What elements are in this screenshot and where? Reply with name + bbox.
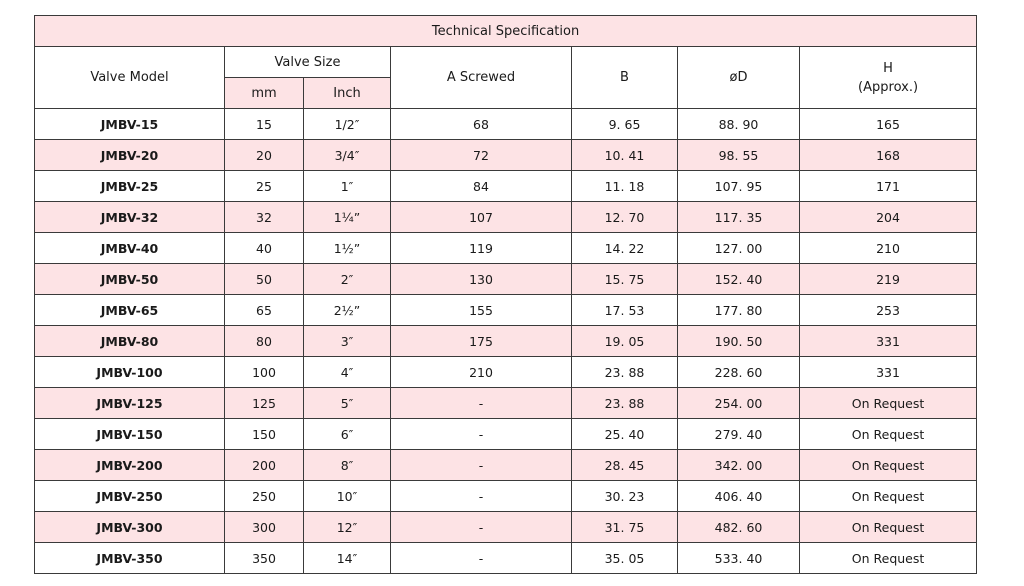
cell-size-inch: 10″	[304, 481, 391, 512]
table-body	[35, 109, 977, 574]
cell-h: On Request	[800, 450, 977, 481]
cell-valve-model: JMBV-80	[35, 326, 225, 357]
cell-size-inch: 1½”	[304, 233, 391, 264]
cell-od: 254. 00	[678, 388, 800, 419]
cell-size-mm: 40	[225, 233, 304, 264]
cell-a-screwed: 84	[391, 171, 572, 202]
cell-od: 127. 00	[678, 233, 800, 264]
cell-od: 279. 40	[678, 419, 800, 450]
header-row-1	[35, 47, 977, 78]
table-row	[35, 419, 977, 450]
table-row	[35, 450, 977, 481]
cell-b: 28. 45	[572, 450, 678, 481]
cell-size-mm: 25	[225, 171, 304, 202]
cell-od: 406. 40	[678, 481, 800, 512]
table-title: Technical Specification	[35, 16, 977, 47]
cell-h: 165	[800, 109, 977, 140]
cell-valve-model: JMBV-200	[35, 450, 225, 481]
cell-a-screwed: 155	[391, 295, 572, 326]
table-row	[35, 357, 977, 388]
header-inch: Inch	[304, 78, 391, 109]
cell-size-mm: 250	[225, 481, 304, 512]
cell-h: On Request	[800, 543, 977, 574]
cell-h: 168	[800, 140, 977, 171]
cell-valve-model: JMBV-50	[35, 264, 225, 295]
cell-b: 30. 23	[572, 481, 678, 512]
cell-valve-model: JMBV-150	[35, 419, 225, 450]
cell-size-inch: 12″	[304, 512, 391, 543]
cell-h: 204	[800, 202, 977, 233]
table-row	[35, 202, 977, 233]
cell-valve-model: JMBV-125	[35, 388, 225, 419]
cell-b: 9. 65	[572, 109, 678, 140]
cell-a-screwed: -	[391, 419, 572, 450]
cell-od: 107. 95	[678, 171, 800, 202]
cell-b: 17. 53	[572, 295, 678, 326]
table-row	[35, 264, 977, 295]
cell-od: 533. 40	[678, 543, 800, 574]
cell-a-screwed: 72	[391, 140, 572, 171]
cell-valve-model: JMBV-15	[35, 109, 225, 140]
cell-size-mm: 20	[225, 140, 304, 171]
cell-size-mm: 300	[225, 512, 304, 543]
table-row	[35, 171, 977, 202]
cell-size-mm: 50	[225, 264, 304, 295]
cell-a-screwed: 107	[391, 202, 572, 233]
cell-od: 190. 50	[678, 326, 800, 357]
cell-size-inch: 3″	[304, 326, 391, 357]
cell-valve-model: JMBV-100	[35, 357, 225, 388]
cell-b: 35. 05	[572, 543, 678, 574]
cell-size-inch: 14″	[304, 543, 391, 574]
technical-specification-table	[34, 15, 977, 574]
cell-b: 12. 70	[572, 202, 678, 233]
cell-h: On Request	[800, 388, 977, 419]
cell-h: On Request	[800, 512, 977, 543]
cell-size-inch: 1¼”	[304, 202, 391, 233]
cell-a-screwed: -	[391, 543, 572, 574]
cell-valve-model: JMBV-300	[35, 512, 225, 543]
cell-od: 117. 35	[678, 202, 800, 233]
header-h-label: H	[883, 60, 893, 76]
cell-size-inch: 1″	[304, 171, 391, 202]
table-title-row	[35, 16, 977, 47]
table-row	[35, 295, 977, 326]
cell-a-screwed: -	[391, 481, 572, 512]
table-row	[35, 140, 977, 171]
cell-size-inch: 1/2″	[304, 109, 391, 140]
cell-size-mm: 200	[225, 450, 304, 481]
cell-size-mm: 150	[225, 419, 304, 450]
table-row	[35, 109, 977, 140]
cell-h: On Request	[800, 419, 977, 450]
cell-size-inch: 6″	[304, 419, 391, 450]
cell-b: 15. 75	[572, 264, 678, 295]
cell-od: 98. 55	[678, 140, 800, 171]
cell-od: 177. 80	[678, 295, 800, 326]
table-row	[35, 233, 977, 264]
cell-a-screwed: 210	[391, 357, 572, 388]
cell-size-inch: 4″	[304, 357, 391, 388]
cell-od: 342. 00	[678, 450, 800, 481]
cell-valve-model: JMBV-350	[35, 543, 225, 574]
cell-b: 19. 05	[572, 326, 678, 357]
cell-valve-model: JMBV-250	[35, 481, 225, 512]
cell-h: 331	[800, 326, 977, 357]
cell-od: 152. 40	[678, 264, 800, 295]
cell-b: 25. 40	[572, 419, 678, 450]
header-mm: mm	[225, 78, 304, 109]
header-od: øD	[678, 47, 800, 109]
cell-valve-model: JMBV-40	[35, 233, 225, 264]
cell-b: 10. 41	[572, 140, 678, 171]
cell-h: 171	[800, 171, 977, 202]
header-valve-model: Valve Model	[35, 47, 225, 109]
header-b: B	[572, 47, 678, 109]
header-a-screwed: A Screwed	[391, 47, 572, 109]
cell-size-inch: 2½”	[304, 295, 391, 326]
header-valve-size: Valve Size	[225, 47, 391, 78]
cell-a-screwed: -	[391, 450, 572, 481]
header-h-approx: (Approx.)	[858, 79, 919, 95]
cell-h: On Request	[800, 481, 977, 512]
cell-od: 88. 90	[678, 109, 800, 140]
cell-size-inch: 3/4″	[304, 140, 391, 171]
cell-size-mm: 80	[225, 326, 304, 357]
cell-size-inch: 2″	[304, 264, 391, 295]
cell-a-screwed: 130	[391, 264, 572, 295]
cell-a-screwed: -	[391, 388, 572, 419]
cell-size-inch: 8″	[304, 450, 391, 481]
table-row	[35, 481, 977, 512]
cell-valve-model: JMBV-20	[35, 140, 225, 171]
cell-size-inch: 5″	[304, 388, 391, 419]
cell-h: 219	[800, 264, 977, 295]
cell-size-mm: 125	[225, 388, 304, 419]
cell-valve-model: JMBV-32	[35, 202, 225, 233]
cell-a-screwed: 68	[391, 109, 572, 140]
cell-h: 253	[800, 295, 977, 326]
table-row	[35, 543, 977, 574]
cell-a-screwed: 119	[391, 233, 572, 264]
table-row	[35, 326, 977, 357]
cell-a-screwed: -	[391, 512, 572, 543]
cell-size-mm: 100	[225, 357, 304, 388]
cell-b: 14. 22	[572, 233, 678, 264]
cell-size-mm: 65	[225, 295, 304, 326]
cell-valve-model: JMBV-25	[35, 171, 225, 202]
cell-size-mm: 32	[225, 202, 304, 233]
cell-valve-model: JMBV-65	[35, 295, 225, 326]
cell-b: 23. 88	[572, 357, 678, 388]
table-row	[35, 512, 977, 543]
cell-h: 210	[800, 233, 977, 264]
table-row	[35, 388, 977, 419]
cell-b: 11. 18	[572, 171, 678, 202]
cell-od: 482. 60	[678, 512, 800, 543]
cell-b: 23. 88	[572, 388, 678, 419]
header-h	[800, 47, 977, 109]
cell-od: 228. 60	[678, 357, 800, 388]
cell-b: 31. 75	[572, 512, 678, 543]
cell-size-mm: 15	[225, 109, 304, 140]
cell-a-screwed: 175	[391, 326, 572, 357]
cell-size-mm: 350	[225, 543, 304, 574]
cell-h: 331	[800, 357, 977, 388]
